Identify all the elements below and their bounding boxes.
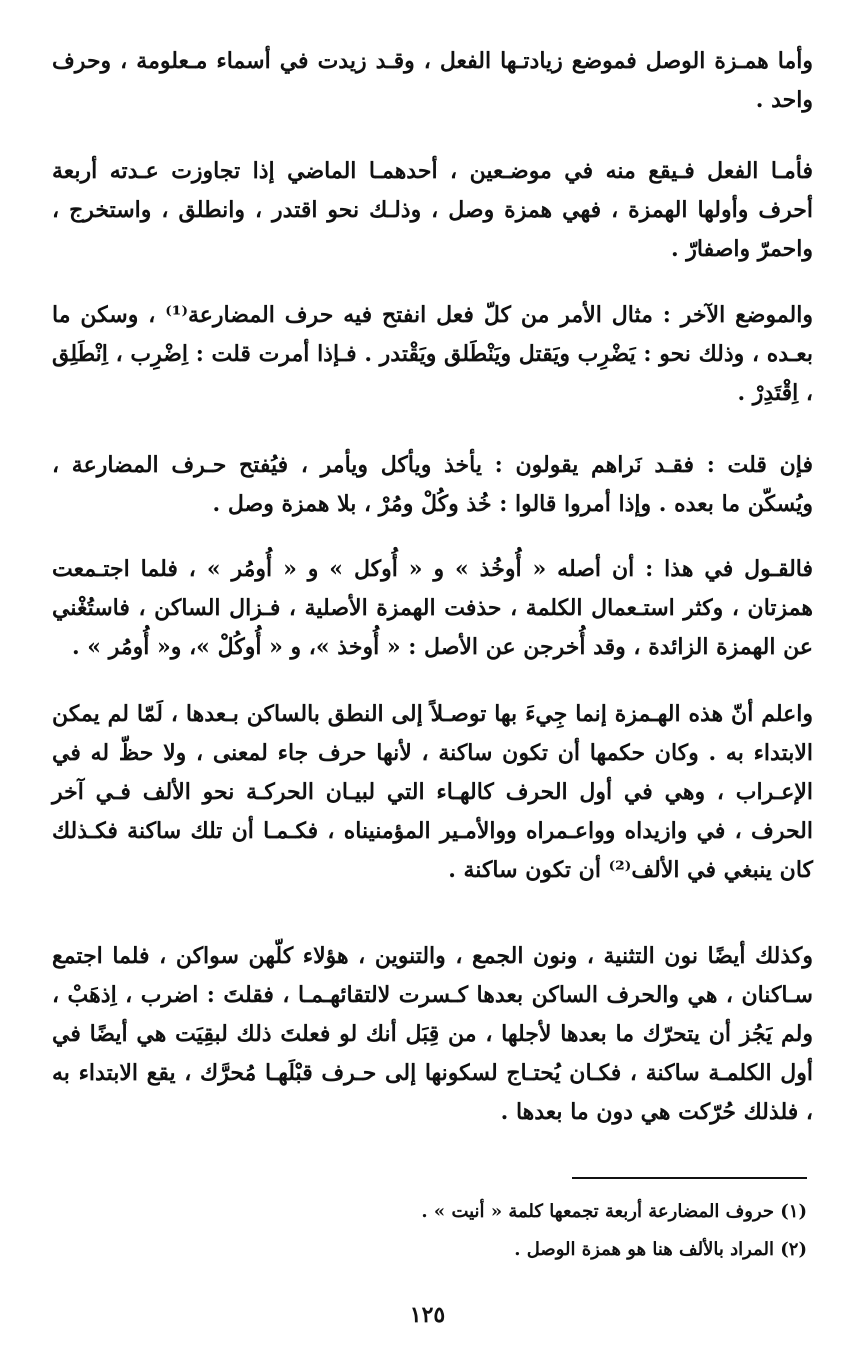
paragraph-imperative: والموضع الآخر : مثال الأمر من كلّ فعل انفتح فيه حرف المضارعة⁽¹⁾ ، وسكن ما بعـده ، وذلك نحو : يَضْرِب ويَقتل ويَنْطَلق ويَقْتدر . فـإذا أمرت قلت : اِضْرِب ، اِنْطَلِق ، اِقْتَدِرْ . (52, 302, 813, 406)
paragraph-answer: فالقـول في هذا : أن أصله « أُوخُذ » و « أُوكل » و « أُومُر » ، فلما اجتـمعت همزتان ، وكثر استـعمال الكلمة ، حذفت الهمزة الأصلية ، فـزال الساكن ، فاستُغْني عن الهمزة الزائدة ، وقد أُخرجن عن الأصل : « أُوخذ »، و « أُوكُلْ »، و« أُومُر » . (52, 556, 813, 660)
paragraph-verb-past: فأمـا الفعل فـيقع منه في موضـعين ، أحدهمـا الماضي إذا تجاوزت عـدته أربعة أحرف وأولها الهمزة ، فهي همزة وصل ، وذلـك نحو اقتدر ، وانطلق ، واستخرج ، واحمرّ واصفارّ . (52, 158, 813, 262)
footnote-1: (١) حروف المضارعة أربعة تجمعها كلمة « أنيت » . (421, 1201, 807, 1222)
paragraph-sakinan: وكذلك أيضًا نون التثنية ، ونون الجمع ، والتنوين ، هؤلاء كلّهن سواكن ، فلما اجتمع سـاكنان ، هي والحرف الساكن بعدها كـسرت لالتقائهـمـا ، فقلتَ : اضرب ، اِذهَبْ ، ولم يَجُز أن يتحرّك ما بعدها لأجلها ، من قِبَل أنك لو فعلتَ ذلك لبقِيَت هي أيضًا في أول الكلمـة ساكنة ، فكـان يُحتـاج لسكونها إلى حـرف قبْلَهـا مُحرَّك ، يقع الابتداء به ، فلذلك حُرّكت هي دون ما بعدها . (52, 943, 813, 1125)
footnote-2: (٢) المراد بالألف هنا هو همزة الوصل . (514, 1239, 807, 1260)
paragraph-reason: واعلم أنّ هذه الهـمزة إنما جِيءَ بها توصـلاً إلى النطق بالساكن بـعدها ، لَمّا لم يمكن الابتداء به . وكان حكمها أن تكون ساكنة ، لأنها حرف جاء لمعنى ، ولا حظّ له في الإعـراب ، وهي في أول الحرف كالهـاء التي لبيـان الحركـة نحو الألف فـي آخر الحرف ، في وازيداه وواعـمراه ووالأمـير المؤمنيناه ، فكـمـا أن تلك ساكنة فكـذلك كان ينبغي في الألف⁽²⁾ أن تكون ساكنة . (52, 701, 813, 883)
page-number: ١٢٥ (409, 1302, 446, 1328)
footnote-separator (572, 1177, 807, 1179)
paragraph-hamzat-al-wasl: وأما همـزة الوصل فموضع زيادتـها الفعل ، وقـد زيدت في أسماء مـعلومة ، وحرف واحد . (52, 48, 813, 113)
paragraph-objection: فإن قلت : فقـد نَراهم يقولون : يأخذ ويأكل ويأمر ، فيُفتح حـرف المضارعة ، ويُسكّن ما بعده . وإذا أمروا قالوا : خُذ وكُلْ ومُرْ ، بلا همزة وصل . (52, 452, 813, 517)
